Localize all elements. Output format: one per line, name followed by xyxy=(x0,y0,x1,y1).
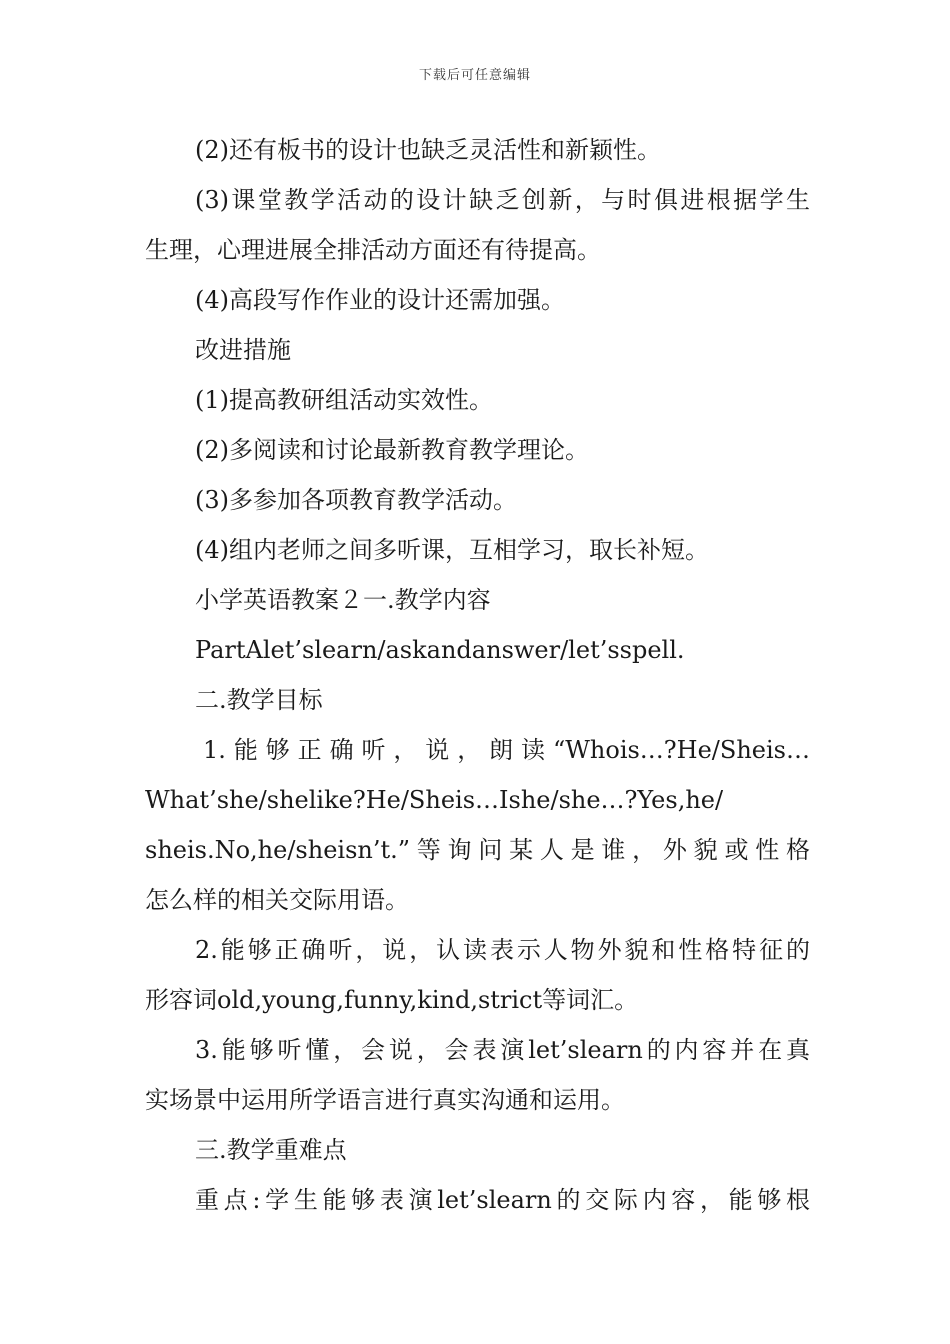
page-header-note: 下载后可任意编辑 xyxy=(418,68,531,83)
section-heading: 三.教学重难点 xyxy=(195,1136,347,1164)
paragraph-line: (4)组内老师之间多听课，互相学习，取长补短。 xyxy=(195,536,709,564)
paragraph-line: sheis.No,he/sheisn’t.”等询问某人是谁，外貌或性格 xyxy=(145,836,810,864)
paragraph-line: 实场景中运用所学语言进行真实沟通和运用。 xyxy=(145,1086,625,1114)
paragraph-line: 3.能够听懂，会说，会表演let’slearn的内容并在真 xyxy=(195,1036,810,1064)
paragraph-line: 2.能够正确听，说，认读表示人物外貌和性格特征的 xyxy=(195,936,810,964)
paragraph-line: 怎么样的相关交际用语。 xyxy=(145,886,409,914)
section-heading: 小学英语教案２一.教学内容 xyxy=(195,586,491,614)
paragraph-line: 形容词old,young,funny,kind,strict等词汇。 xyxy=(145,986,639,1014)
paragraph-line: (2)多阅读和讨论最新教育教学理论。 xyxy=(195,436,589,464)
paragraph-line: 生理，心理进展全排活动方面还有待提高。 xyxy=(145,236,601,264)
paragraph-line: (3)多参加各项教育教学活动。 xyxy=(195,486,517,514)
paragraph-line: (2)还有板书的设计也缺乏灵活性和新颖性。 xyxy=(195,136,661,164)
section-heading: 二.教学目标 xyxy=(195,686,323,714)
paragraph-line: (1)提高教研组活动实效性。 xyxy=(195,386,493,414)
document-body xyxy=(145,125,810,1225)
paragraph-line: What’she/shelike?He/Sheis…Ishe/she…?Yes,he/ xyxy=(145,786,724,814)
section-heading: 改进措施 xyxy=(195,336,291,364)
paragraph-line: 重点:学生能够表演let’slearn的交际内容，能够根 xyxy=(195,1186,810,1214)
paragraph-line: (4)高段写作作业的设计还需加强。 xyxy=(195,286,565,314)
paragraph-line: (3)课堂教学活动的设计缺乏创新，与时俱进根据学生 xyxy=(195,186,810,214)
paragraph-line: 1.能够正确听，说，朗读“Whois…?He/Sheis… xyxy=(203,736,810,764)
paragraph-line: PartAlet’slearn/askandanswer/let’sspell. xyxy=(195,636,685,664)
